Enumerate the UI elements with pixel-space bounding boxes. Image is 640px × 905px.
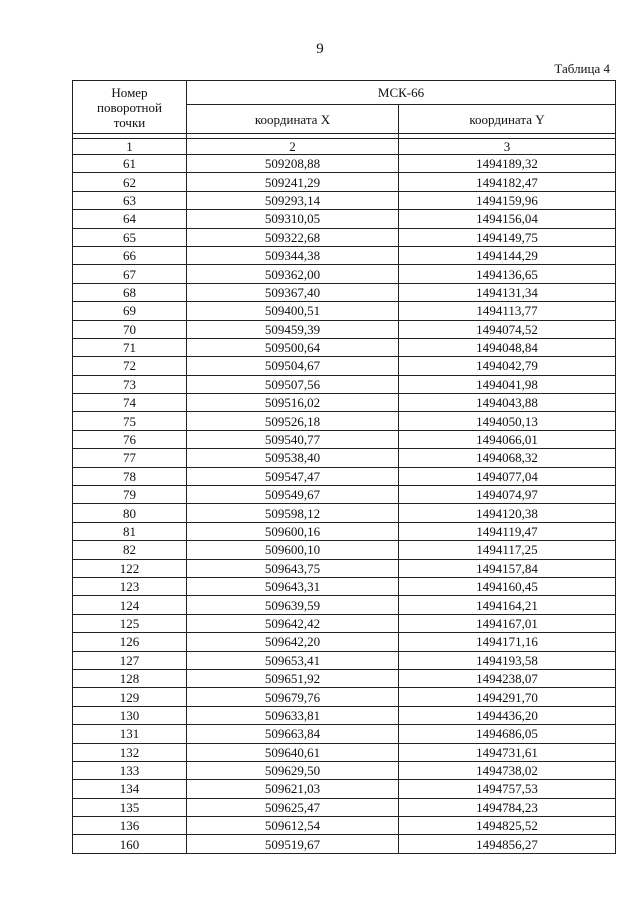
table-row <box>73 228 616 246</box>
table-row <box>73 669 616 687</box>
point-number-cell: 78 <box>73 467 187 485</box>
table-row <box>73 596 616 614</box>
coord-y-cell: 1494757,53 <box>399 780 616 798</box>
point-number-cell: 128 <box>73 669 187 687</box>
coord-y-cell: 1494113,77 <box>399 302 616 320</box>
coord-y-cell: 1494157,84 <box>399 559 616 577</box>
coord-x-cell: 509344,38 <box>187 246 399 264</box>
coord-y-cell: 1494686,05 <box>399 725 616 743</box>
header-point-number-line: точки <box>113 114 146 130</box>
header-coordinate-system: МСК-66 <box>187 81 616 105</box>
coord-x-cell: 509642,42 <box>187 614 399 632</box>
point-number-cell: 65 <box>73 228 187 246</box>
coord-y-cell: 1494825,52 <box>399 817 616 835</box>
point-number-cell: 73 <box>73 375 187 393</box>
point-number-cell: 129 <box>73 688 187 706</box>
table-row <box>73 375 616 393</box>
table-row <box>73 761 616 779</box>
table-row <box>73 835 616 853</box>
table-row <box>73 725 616 743</box>
point-number-cell: 63 <box>73 191 187 209</box>
coord-x-cell: 509549,67 <box>187 486 399 504</box>
coord-y-cell: 1494159,96 <box>399 191 616 209</box>
table-row <box>73 394 616 412</box>
coord-x-cell: 509516,02 <box>187 394 399 412</box>
point-number-cell: 124 <box>73 596 187 614</box>
coord-y-cell: 1494119,47 <box>399 522 616 540</box>
table-row <box>73 817 616 835</box>
table-row <box>73 504 616 522</box>
table-row <box>73 467 616 485</box>
point-number-cell: 131 <box>73 725 187 743</box>
coord-x-cell: 509519,67 <box>187 835 399 853</box>
point-number-cell: 71 <box>73 338 187 356</box>
point-number-cell: 64 <box>73 210 187 228</box>
coord-x-cell: 509526,18 <box>187 412 399 430</box>
point-number-cell: 74 <box>73 394 187 412</box>
coord-x-cell: 509629,50 <box>187 761 399 779</box>
point-number-cell: 79 <box>73 486 187 504</box>
coord-x-cell: 509621,03 <box>187 780 399 798</box>
coord-y-cell: 1494171,16 <box>399 633 616 651</box>
coordinates-rows <box>73 155 616 854</box>
coord-x-cell: 509507,56 <box>187 375 399 393</box>
point-number-cell: 76 <box>73 430 187 448</box>
table-row <box>73 633 616 651</box>
coord-x-cell: 509540,77 <box>187 430 399 448</box>
column-number: 3 <box>399 139 616 155</box>
coord-x-cell: 509679,76 <box>187 688 399 706</box>
table-row <box>73 798 616 816</box>
coord-x-cell: 509208,88 <box>187 155 399 173</box>
coord-x-cell: 509625,47 <box>187 798 399 816</box>
header-point-number <box>73 81 187 134</box>
coord-y-cell: 1494164,21 <box>399 596 616 614</box>
point-number-cell: 72 <box>73 357 187 375</box>
table-row <box>73 412 616 430</box>
coord-x-cell: 509663,84 <box>187 725 399 743</box>
coord-y-cell: 1494074,97 <box>399 486 616 504</box>
coordinates-table <box>72 80 616 854</box>
coord-y-cell: 1494068,32 <box>399 449 616 467</box>
coord-x-cell: 509538,40 <box>187 449 399 467</box>
table-row <box>73 302 616 320</box>
coord-x-cell: 509642,20 <box>187 633 399 651</box>
table-row <box>73 743 616 761</box>
point-number-cell: 69 <box>73 302 187 320</box>
coord-y-cell: 1494731,61 <box>399 743 616 761</box>
point-number-cell: 81 <box>73 522 187 540</box>
table-row <box>73 320 616 338</box>
table-row <box>73 283 616 301</box>
coord-y-cell: 1494856,27 <box>399 835 616 853</box>
point-number-cell: 75 <box>73 412 187 430</box>
coord-y-cell: 1494050,13 <box>399 412 616 430</box>
table-row <box>73 357 616 375</box>
column-number: 2 <box>187 139 399 155</box>
coord-x-cell: 509400,51 <box>187 302 399 320</box>
point-number-cell: 61 <box>73 155 187 173</box>
coord-x-cell: 509504,67 <box>187 357 399 375</box>
table-row <box>73 577 616 595</box>
coord-x-cell: 509547,47 <box>187 467 399 485</box>
header-point-number-line: Номер <box>111 84 148 100</box>
table-row <box>73 522 616 540</box>
coord-x-cell: 509639,59 <box>187 596 399 614</box>
coord-x-cell: 509633,81 <box>187 706 399 724</box>
coord-y-cell: 1494193,58 <box>399 651 616 669</box>
coord-x-cell: 509640,61 <box>187 743 399 761</box>
table-row <box>73 173 616 191</box>
header-point-number-line: поворотной <box>97 99 162 115</box>
coord-x-cell: 509612,54 <box>187 817 399 835</box>
point-number-cell: 132 <box>73 743 187 761</box>
table-row <box>73 706 616 724</box>
point-number-cell: 127 <box>73 651 187 669</box>
coord-y-cell: 1494149,75 <box>399 228 616 246</box>
point-number-cell: 67 <box>73 265 187 283</box>
point-number-cell: 133 <box>73 761 187 779</box>
coord-x-cell: 509293,14 <box>187 191 399 209</box>
coord-y-cell: 1494738,02 <box>399 761 616 779</box>
coord-y-cell: 1494238,07 <box>399 669 616 687</box>
point-number-cell: 134 <box>73 780 187 798</box>
point-number-cell: 77 <box>73 449 187 467</box>
table-row <box>73 651 616 669</box>
table-row <box>73 688 616 706</box>
coord-y-cell: 1494189,32 <box>399 155 616 173</box>
coord-y-cell: 1494167,01 <box>399 614 616 632</box>
header-coord-x: координата X <box>187 105 399 134</box>
coord-x-cell: 509651,92 <box>187 669 399 687</box>
coord-y-cell: 1494160,45 <box>399 577 616 595</box>
coord-y-cell: 1494117,25 <box>399 541 616 559</box>
coord-x-cell: 509310,05 <box>187 210 399 228</box>
coord-y-cell: 1494131,34 <box>399 283 616 301</box>
header-coord-y: координата Y <box>399 105 616 134</box>
coord-y-cell: 1494041,98 <box>399 375 616 393</box>
coord-x-cell: 509598,12 <box>187 504 399 522</box>
page-number: 9 <box>316 41 324 57</box>
table-row <box>73 265 616 283</box>
table-row <box>73 210 616 228</box>
table-row <box>73 541 616 559</box>
point-number-cell: 80 <box>73 504 187 522</box>
table-row <box>73 155 616 173</box>
coord-y-cell: 1494074,52 <box>399 320 616 338</box>
coord-y-cell: 1494182,47 <box>399 173 616 191</box>
coord-y-cell: 1494136,65 <box>399 265 616 283</box>
coord-y-cell: 1494144,29 <box>399 246 616 264</box>
point-number-cell: 122 <box>73 559 187 577</box>
coord-x-cell: 509653,41 <box>187 651 399 669</box>
coord-x-cell: 509643,31 <box>187 577 399 595</box>
coord-x-cell: 509367,40 <box>187 283 399 301</box>
point-number-cell: 130 <box>73 706 187 724</box>
table-row <box>73 338 616 356</box>
coord-x-cell: 509500,64 <box>187 338 399 356</box>
point-number-cell: 135 <box>73 798 187 816</box>
coord-x-cell: 509643,75 <box>187 559 399 577</box>
point-number-cell: 123 <box>73 577 187 595</box>
point-number-cell: 82 <box>73 541 187 559</box>
coord-y-cell: 1494042,79 <box>399 357 616 375</box>
point-number-cell: 160 <box>73 835 187 853</box>
coord-y-cell: 1494048,84 <box>399 338 616 356</box>
table-row <box>73 430 616 448</box>
coord-x-cell: 509600,10 <box>187 541 399 559</box>
table-caption: Таблица 4 <box>554 61 610 76</box>
point-number-cell: 62 <box>73 173 187 191</box>
table-row <box>73 486 616 504</box>
column-number: 1 <box>73 139 187 155</box>
coord-y-cell: 1494066,01 <box>399 430 616 448</box>
point-number-cell: 136 <box>73 817 187 835</box>
table-row <box>73 449 616 467</box>
coord-x-cell: 509600,16 <box>187 522 399 540</box>
coord-y-cell: 1494291,70 <box>399 688 616 706</box>
table-row <box>73 614 616 632</box>
coord-y-cell: 1494043,88 <box>399 394 616 412</box>
point-number-cell: 126 <box>73 633 187 651</box>
coord-x-cell: 509459,39 <box>187 320 399 338</box>
point-number-cell: 66 <box>73 246 187 264</box>
coord-y-cell: 1494784,23 <box>399 798 616 816</box>
coord-x-cell: 509241,29 <box>187 173 399 191</box>
coord-y-cell: 1494156,04 <box>399 210 616 228</box>
point-number-cell: 68 <box>73 283 187 301</box>
table-row <box>73 246 616 264</box>
coord-y-cell: 1494077,04 <box>399 467 616 485</box>
table-row <box>73 780 616 798</box>
coord-y-cell: 1494436,20 <box>399 706 616 724</box>
coord-y-cell: 1494120,38 <box>399 504 616 522</box>
point-number-cell: 125 <box>73 614 187 632</box>
table-row <box>73 559 616 577</box>
coord-x-cell: 509322,68 <box>187 228 399 246</box>
table-row <box>73 191 616 209</box>
coord-x-cell: 509362,00 <box>187 265 399 283</box>
point-number-cell: 70 <box>73 320 187 338</box>
